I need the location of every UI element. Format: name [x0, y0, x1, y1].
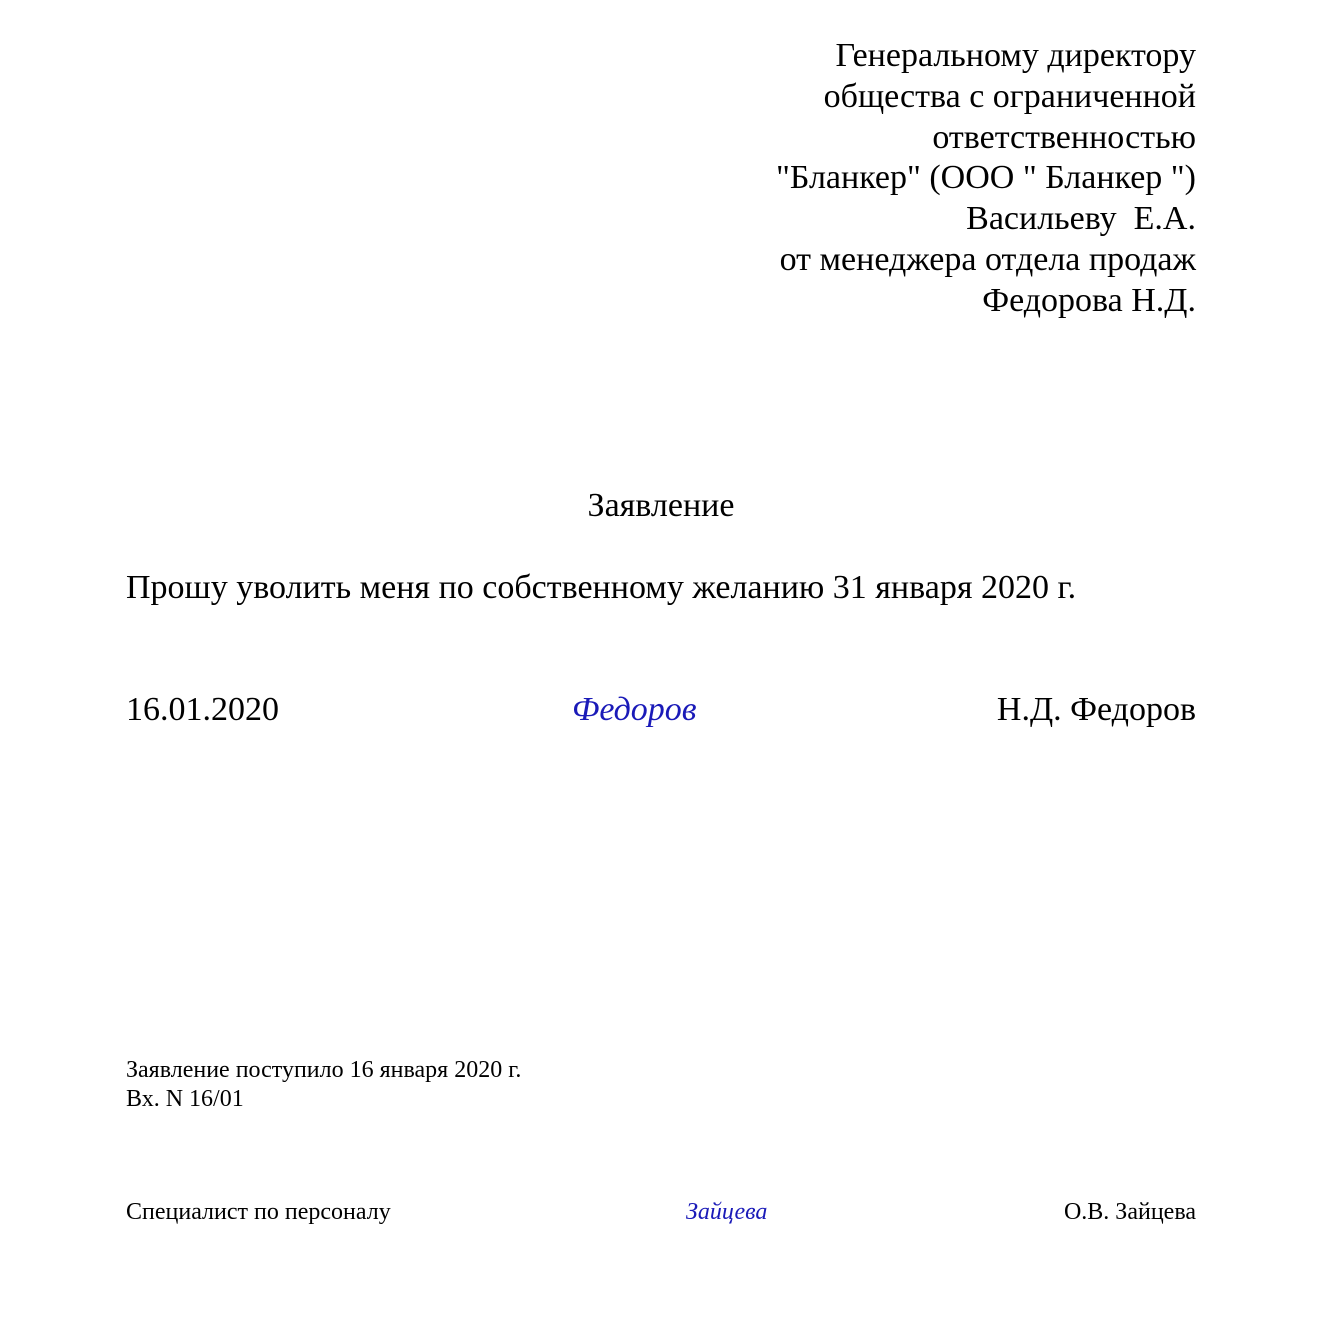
application-date: 16.01.2020 — [126, 691, 279, 728]
document-title: Заявление — [587, 487, 735, 524]
receipt-note — [126, 1056, 521, 1114]
receipt-received-text: Заявление поступило 16 января 2020 г. — [126, 1057, 522, 1083]
addressee-block — [596, 36, 1196, 322]
addressee-line-company-1: общества с ограниченной — [823, 77, 1196, 115]
hr-role: Специалист по персоналу — [126, 1199, 391, 1225]
applicant-name: Н.Д. Федоров — [996, 691, 1196, 728]
addressee-line-position: Генеральному директору — [835, 37, 1196, 74]
addressee-line-applicant-name: Федорова Н.Д. — [982, 281, 1196, 319]
addressee-line-company-2: ответственностью — [932, 118, 1196, 156]
addressee-line-from: от менеджера отдела продаж — [779, 240, 1196, 278]
hr-signature: Зайцева — [686, 1199, 768, 1225]
applicant-signature: Федоров — [572, 691, 697, 728]
addressee-line-company-name: "Бланкер" (ООО " Бланкер ") — [775, 159, 1196, 197]
hr-name: О.В. Зайцева — [1063, 1199, 1196, 1225]
request-text: Прошу уволить меня по собственному желанию 31 января 2020 г. — [126, 569, 1077, 606]
incoming-number: Вх. N 16/01 — [126, 1086, 244, 1112]
addressee-line-director-name: Васильеву Е.А. — [966, 200, 1196, 238]
applicant-signature-row — [126, 688, 1196, 732]
hr-signature-row — [126, 1197, 1196, 1227]
